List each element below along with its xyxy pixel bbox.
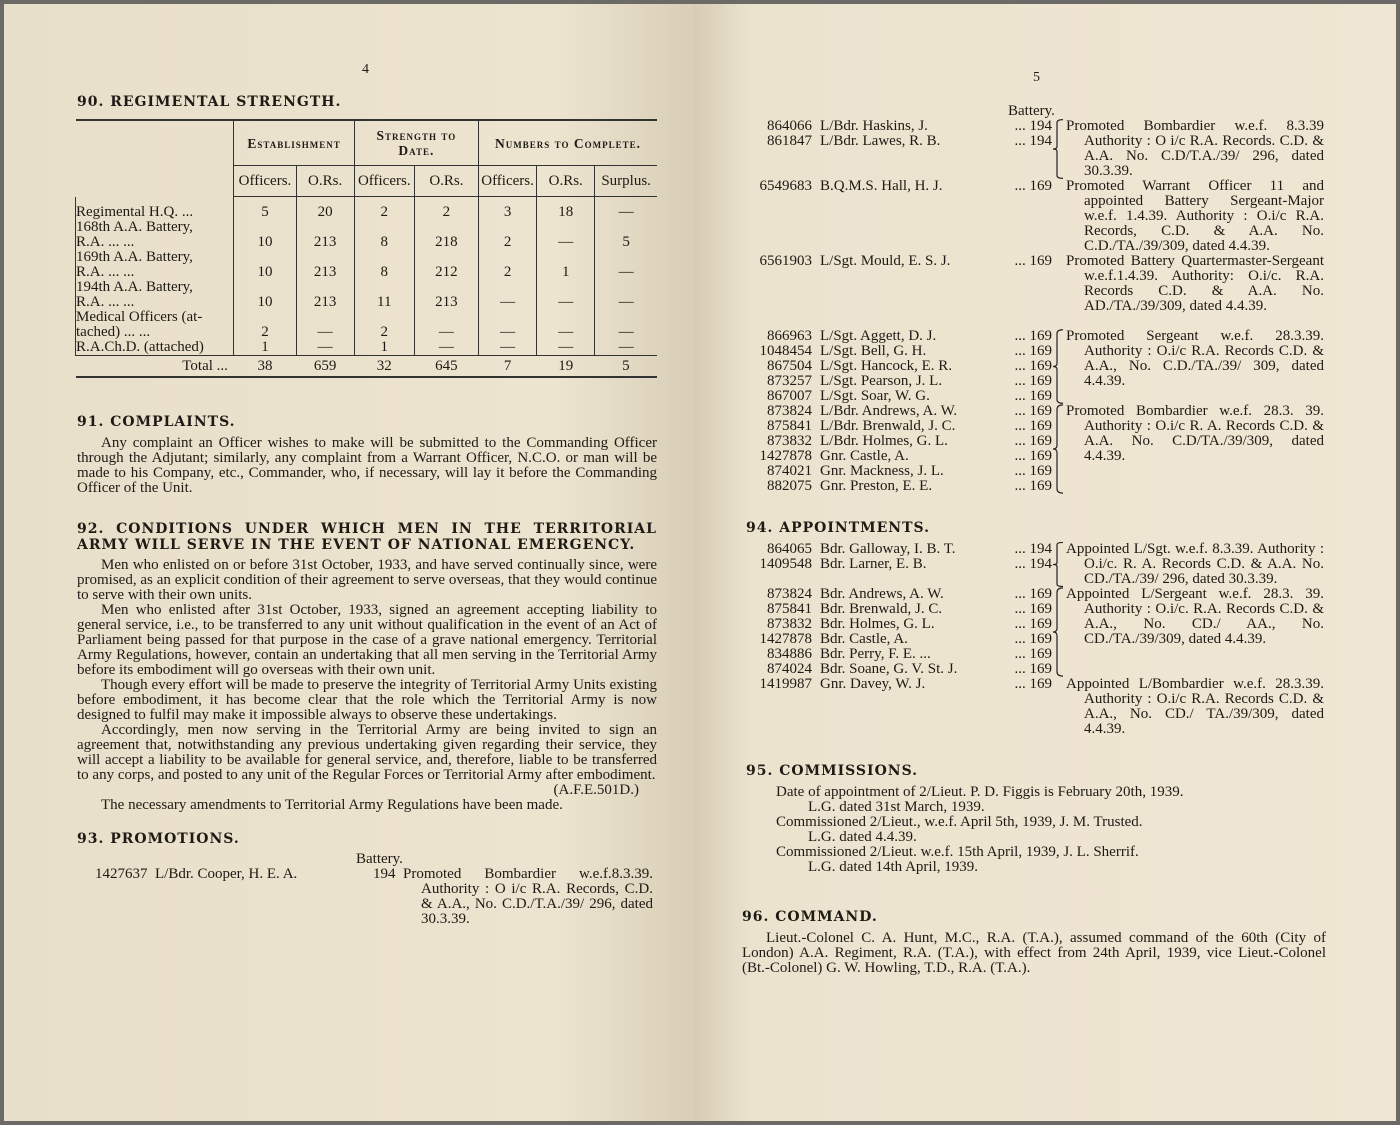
soldier-name: Bdr. Andrews, A. W. — [820, 586, 944, 602]
brace — [1052, 179, 1066, 254]
service-number: 6549683 — [759, 178, 812, 194]
remark: Promoted Battery Quartermaster-Sergeant w.e.f.1.4.39. Authority: O.i/c. R.A. Records C.D. & A.A. No. AD./TA./39/309, dated 4.4.39. — [1066, 253, 1324, 314]
cell: — — [479, 310, 537, 340]
remark: Promoted Bombardier w.e.f. 8.3.39 Authority : O i/c R.A. Records. C.D. & A.A. No. C.D/T.A./39/ 296, dated 30.3.39. — [1066, 118, 1324, 179]
service-number: 873832 — [767, 433, 812, 449]
paragraph: Men who enlisted after 31st October, 1933, signed an agreement accepting liability to general service, i.e., to be transferred to any unit without qualification in the event of an Act of Parliament being passed for that purpose in the case of a grave national emergency. Territorial Army Regulations, however, contain an undertaking that all men serving in the Territorial Army before its embodiment will go overseas with their own unit. — [77, 602, 657, 678]
commissions-list — [752, 785, 1332, 875]
paragraph: The necessary amendments to Territorial Army Regulations have been made. — [101, 797, 563, 813]
battery-number: ... 194 — [1014, 133, 1052, 149]
page-number: 4 — [362, 62, 369, 77]
soldier-name: L/Sgt. Pearson, J. L. — [820, 373, 943, 389]
cell: 213 — [296, 250, 354, 280]
row-label: 194th A.A. Battery, R.A. ... ... — [76, 280, 234, 310]
cell: 38 — [234, 356, 296, 378]
soldier-name: L/Bdr. Andrews, A. W. — [820, 403, 958, 419]
soldier-name: Gnr. Castle, A. — [820, 448, 909, 464]
col-header: Officers. — [479, 166, 537, 197]
row-label: R.A.Ch.D. (attached) — [76, 340, 234, 356]
cell: 10 — [234, 280, 296, 310]
cell: 5 — [595, 356, 657, 378]
cell: — — [595, 197, 657, 221]
cell: 1 — [234, 340, 296, 356]
promotion-remark: Promoted Bombardier w.e.f.8.3.39. Authority : O i/c R.A. Records, C.D. & A.A., No. C.D./T.A./39/ 296, dated 30.3.39. — [403, 866, 653, 927]
table-row — [76, 197, 658, 221]
cell: 11 — [354, 280, 414, 310]
cell: 10 — [234, 220, 296, 250]
table-row — [76, 310, 658, 340]
cell: — — [595, 310, 657, 340]
table-group-header — [76, 120, 658, 166]
soldier-name: Bdr. Soane, G. V. St. J. — [820, 661, 958, 677]
list-item — [752, 254, 1052, 269]
soldier-name: Bdr. Perry, F. E. ... — [820, 646, 931, 662]
group-establishment: Establishment — [234, 120, 354, 166]
list-item — [752, 587, 1052, 602]
list-item — [752, 119, 1052, 134]
cell: 2 — [354, 197, 414, 221]
cell: 8 — [354, 220, 414, 250]
soldier-name: L/Bdr. Brenwald, J. C. — [820, 418, 956, 434]
list-item — [752, 479, 1052, 494]
brace-icon — [1052, 329, 1066, 404]
service-number: 1048454 — [759, 343, 812, 359]
cell: 2 — [479, 250, 537, 280]
table-row — [76, 340, 658, 356]
cell: — — [479, 340, 537, 356]
section-92-heading: 92. CONDITIONS UNDER WHICH MEN IN THE TERRITORIAL ARMY WILL SERVE IN THE EVENT OF NATIONAL EMERGENCY. — [77, 521, 657, 553]
form-reference: (A.F.E.501D.) — [553, 782, 639, 798]
cell: — — [537, 280, 595, 310]
battery-number: ... 169 — [1014, 616, 1052, 632]
service-number: 6561903 — [759, 253, 812, 269]
service-number: 864065 — [767, 541, 812, 557]
row-label: Medical Officers (at- tached) ... ... — [76, 310, 234, 340]
service-number: 875841 — [767, 601, 812, 617]
table-total-row — [76, 356, 658, 378]
brace — [1052, 542, 1066, 587]
section-96-heading: 96. COMMAND. — [742, 909, 878, 925]
remark: Appointed L/Bombardier w.e.f. 28.3.39. Authority : O.i/c R.A. Records C.D. & A.A., No. CD./ TA./39/309, dated 4.4.39. — [1066, 676, 1324, 737]
battery-number: ... 169 — [1014, 388, 1052, 404]
list-item — [752, 662, 1052, 677]
cell: 213 — [414, 280, 478, 310]
soldier-name: Gnr. Mackness, J. L. — [820, 463, 944, 479]
section-96-text: Lieut.-Colonel C. A. Hunt, M.C., R.A. (T.A.), assumed command of the 60th (City of London) A.A. Regiment, R.A. (T.A.), with effect from 24th April, 1939, vice Lieut.-Colonel (Bt.-Colonel) G. W. Howling, T.D., R.A. (T.A.). — [742, 930, 1326, 976]
col-header: O.Rs. — [537, 166, 595, 197]
remark: Promoted Warrant Officer 11 and appointed Battery Sergeant-Major w.e.f. 1.4.39. Authority : O.i/c R.A. Records, C.D. & A.A. No. C.D./TA./39/309, dated 4.4.39. — [1066, 178, 1324, 254]
cell: 645 — [414, 356, 478, 378]
cell: — — [537, 310, 595, 340]
service-number: 874021 — [767, 463, 812, 479]
battery-number: ... 169 — [1014, 463, 1052, 479]
battery-number: ... 169 — [1014, 328, 1052, 344]
left-page-text-flow — [77, 414, 657, 927]
service-number: 834886 — [767, 646, 812, 662]
col-header: Officers. — [354, 166, 414, 197]
list-item — [752, 677, 1052, 692]
battery-number: ... 194 — [1014, 556, 1052, 572]
battery-column-label: Battery. — [1008, 103, 1055, 119]
section-92-body — [77, 558, 657, 813]
service-number: 866963 — [767, 328, 812, 344]
cell: — — [296, 310, 354, 340]
cell: — — [595, 250, 657, 280]
soldier-name: Bdr. Galloway, I. B. T. — [820, 541, 956, 557]
battery-number: ... 169 — [1014, 433, 1052, 449]
entry-group — [752, 179, 1332, 254]
service-number: 873824 — [767, 586, 812, 602]
soldier-name: L/Bdr. Cooper, H. E. A. — [155, 866, 298, 882]
entry-group — [752, 587, 1332, 677]
appointments-list — [752, 542, 1332, 737]
brace — [1052, 329, 1066, 404]
commission-text: Date of appointment of 2/Lieut. P. D. Figgis is February 20th, 1939. — [776, 784, 1184, 800]
list-item — [752, 464, 1052, 479]
cell: — — [537, 340, 595, 356]
list-item — [752, 344, 1052, 359]
cell: — — [296, 340, 354, 356]
commission-text: Commissioned 2/Lieut. w.e.f. 15th April, 1939, J. L. Sherrif. — [776, 844, 1139, 860]
section-90-heading: 90. REGIMENTAL STRENGTH. — [77, 94, 342, 110]
service-number: 882075 — [767, 478, 812, 494]
section-91-text: Any complaint an Officer wishes to make will be submitted to the Commanding Officer through the Adjutant; similarly, any complaint from a Warrant Officer, N.C.O. or man will be made to his Company, etc., Commander, who, if necessary, will lay it before the Commanding Officer of the Unit. — [77, 435, 657, 496]
paragraph: Though every effort will be made to preserve the integrity of Territorial Army Units existing before embodiment, it has become clear that the role which the Territorial Army is now designed to fulfil may make it impossible always to observe these undertakings. — [77, 677, 657, 723]
cell: 1 — [354, 340, 414, 356]
soldier-name: B.Q.M.S. Hall, H. J. — [820, 178, 943, 194]
brace-icon — [1052, 119, 1066, 179]
battery-number: ... 169 — [1014, 358, 1052, 374]
soldier-name: L/Sgt. Mould, E. S. J. — [820, 253, 951, 269]
list-item — [752, 329, 1052, 344]
service-number: 873824 — [767, 403, 812, 419]
soldier-name: L/Sgt. Aggett, D. J. — [820, 328, 937, 344]
service-number: 873257 — [767, 373, 812, 389]
battery-number: 194 — [373, 866, 396, 882]
entry-group — [752, 329, 1332, 404]
group-strength: Strength to Date. — [354, 120, 478, 166]
section-94-heading: 94. APPOINTMENTS. — [746, 520, 930, 536]
entry-group — [752, 119, 1332, 179]
gazette-date: L.G. dated 14th April, 1939. — [808, 859, 978, 875]
cell: 8 — [354, 250, 414, 280]
right-page-text-flow — [742, 103, 1332, 976]
service-number: 867007 — [767, 388, 812, 404]
cell: 18 — [537, 197, 595, 221]
soldier-name: L/Sgt. Bell, G. H. — [820, 343, 927, 359]
list-item — [752, 449, 1052, 464]
cell: 20 — [296, 197, 354, 221]
list-item — [752, 557, 1052, 572]
battery-number: ... 169 — [1014, 253, 1052, 269]
cell: 32 — [354, 356, 414, 378]
cell: 7 — [479, 356, 537, 378]
soldier-name: Gnr. Davey, W. J. — [820, 676, 926, 692]
section-91-heading: 91. COMPLAINTS. — [77, 414, 236, 430]
table-row — [76, 250, 658, 280]
battery-number: ... 169 — [1014, 448, 1052, 464]
cell: 1 — [537, 250, 595, 280]
remark: Promoted Bombardier w.e.f. 28.3. 39. Authority : O.i/c R. A. Records C.D. & A.A. No. C.D/TA./39/309, dated 4.4.39. — [1066, 403, 1324, 464]
soldier-name: L/Sgt. Hancock, E. R. — [820, 358, 953, 374]
list-item — [752, 404, 1052, 419]
remark: Appointed L/Sergeant w.e.f. 28.3. 39. Authority : O.i/c. R.A. Records C.D. & A.A., No. CD./ AA., No. CD./TA./39/309, dated 4.4.39. — [1066, 586, 1324, 647]
brace — [1052, 119, 1066, 179]
table-row — [76, 220, 658, 250]
list-item — [752, 389, 1052, 404]
soldier-name: L/Bdr. Holmes, G. L. — [820, 433, 948, 449]
paragraph: Accordingly, men now serving in the Territorial Army are being invited to sign an agreement that, notwithstanding any previous undertaking given regarding their service, they will accept a liability to be available for general service, and, therefore, liable to be transferred to any corps, and posted to any unit of the Regular Forces or Territorial Army after embodiment. — [77, 722, 657, 783]
list-item — [752, 617, 1052, 632]
cell: 19 — [537, 356, 595, 378]
page-number: 5 — [1033, 70, 1040, 85]
cell: 213 — [296, 220, 354, 250]
cell: 5 — [234, 197, 296, 221]
cell: 213 — [296, 280, 354, 310]
cell: — — [595, 340, 657, 356]
battery-number: ... 169 — [1014, 661, 1052, 677]
section-93-heading: 93. PROMOTIONS. — [77, 831, 240, 847]
cell: — — [414, 340, 478, 356]
soldier-name: Bdr. Larner, E. B. — [820, 556, 927, 572]
list-item — [752, 632, 1052, 647]
battery-number: ... 169 — [1014, 478, 1052, 494]
cell: — — [479, 280, 537, 310]
battery-number: ... 169 — [1014, 586, 1052, 602]
list-item — [752, 434, 1052, 449]
battery-number: ... 169 — [1014, 601, 1052, 617]
service-number: 1427637 — [95, 866, 148, 882]
list-item — [752, 647, 1052, 662]
soldier-name: Bdr. Castle, A. — [820, 631, 908, 647]
soldier-name: L/Bdr. Lawes, R. B. — [820, 133, 941, 149]
entry-group — [752, 404, 1332, 494]
row-label: Regimental H.Q. ... — [76, 197, 234, 221]
commission-text: Commissioned 2/Lieut., w.e.f. April 5th, 1939, J. M. Trusted. — [776, 814, 1143, 830]
cell: 218 — [414, 220, 478, 250]
col-header: Officers. — [234, 166, 296, 197]
brace — [1052, 587, 1066, 677]
list-item — [752, 602, 1052, 617]
service-number: 1427878 — [759, 631, 812, 647]
brace-icon — [1052, 542, 1066, 587]
list-item — [752, 359, 1052, 374]
list-item — [752, 419, 1052, 434]
soldier-name: L/Bdr. Haskins, J. — [820, 118, 928, 134]
soldier-name: Bdr. Brenwald, J. C. — [820, 601, 943, 617]
section-95-heading: 95. COMMISSIONS. — [746, 763, 919, 779]
battery-number: ... 169 — [1014, 418, 1052, 434]
col-header: Surplus. — [595, 166, 657, 197]
cell: 5 — [595, 220, 657, 250]
list-item — [752, 374, 1052, 389]
row-label: 169th A.A. Battery, R.A. ... ... — [76, 250, 234, 280]
entry-group — [752, 677, 1332, 737]
brace — [1052, 404, 1066, 494]
battery-number: ... 169 — [1014, 373, 1052, 389]
col-header: O.Rs. — [296, 166, 354, 197]
cell: 659 — [296, 356, 354, 378]
cell: 2 — [414, 197, 478, 221]
battery-number: ... 194 — [1014, 541, 1052, 557]
total-label: Total ... — [76, 356, 234, 378]
battery-number: ... 169 — [1014, 403, 1052, 419]
cell: 3 — [479, 197, 537, 221]
soldier-name: L/Sgt. Soar, W. G. — [820, 388, 930, 404]
service-number: 875841 — [767, 418, 812, 434]
paragraph: Men who enlisted on or before 31st October, 1933, and have served continually since, were promised, as an explicit condition of their agreement to serve overseas, that they would continue to serve with their own units. — [77, 557, 657, 603]
brace — [1052, 254, 1066, 314]
service-number: 873832 — [767, 616, 812, 632]
service-number: 864066 — [767, 118, 812, 134]
row-label: 168th A.A. Battery, R.A. ... ... — [76, 220, 234, 250]
col-header: O.Rs. — [414, 166, 478, 197]
list-item — [752, 134, 1052, 149]
service-number: 874024 — [767, 661, 812, 677]
regimental-strength-table — [75, 119, 657, 378]
cell: 212 — [414, 250, 478, 280]
gazette-date: L.G. dated 31st March, 1939. — [808, 799, 985, 815]
service-number: 1419987 — [759, 676, 812, 692]
service-number: 1409548 — [759, 556, 812, 572]
battery-number: ... 169 — [1014, 676, 1052, 692]
cell: 2 — [234, 310, 296, 340]
battery-number: ... 169 — [1014, 631, 1052, 647]
entry-group — [752, 542, 1332, 587]
service-number: 867504 — [767, 358, 812, 374]
soldier-name: Bdr. Holmes, G. L. — [820, 616, 935, 632]
battery-number: ... 169 — [1014, 178, 1052, 194]
cell: 2 — [479, 220, 537, 250]
cell: 10 — [234, 250, 296, 280]
battery-number: ... 194 — [1014, 118, 1052, 134]
brace — [1052, 677, 1066, 737]
battery-column-label: Battery. — [356, 851, 403, 867]
table-column-header — [76, 166, 658, 197]
service-number: 1427878 — [759, 448, 812, 464]
service-number: 861847 — [767, 133, 812, 149]
promotions-list — [752, 119, 1332, 494]
group-numbers-to-complete: Numbers to Complete. — [479, 120, 658, 166]
remark: Appointed L/Sgt. w.e.f. 8.3.39. Authority : O.i/c. R. A. Records C.D. & A.A. No. CD./TA./39/ 296, dated 30.3.39. — [1066, 541, 1324, 587]
brace-icon — [1052, 404, 1066, 494]
remark: Promoted Sergeant w.e.f. 28.3.39. Authority : O.i/c R.A. Records C.D. & A.A., No. C.D./TA./39/ 309, dated 4.4.39. — [1066, 328, 1324, 389]
cell: — — [414, 310, 478, 340]
list-item — [752, 179, 1052, 194]
promotion-entry — [77, 867, 657, 927]
battery-number: ... 169 — [1014, 343, 1052, 359]
battery-number: ... 169 — [1014, 646, 1052, 662]
cell: — — [537, 220, 595, 250]
cell: 2 — [354, 310, 414, 340]
entry-group — [752, 254, 1332, 314]
gazette-date: L.G. dated 4.4.39. — [808, 829, 917, 845]
soldier-name: Gnr. Preston, E. E. — [820, 478, 933, 494]
list-item — [752, 542, 1052, 557]
cell: — — [595, 280, 657, 310]
table-row — [76, 280, 658, 310]
brace-icon — [1052, 587, 1066, 677]
